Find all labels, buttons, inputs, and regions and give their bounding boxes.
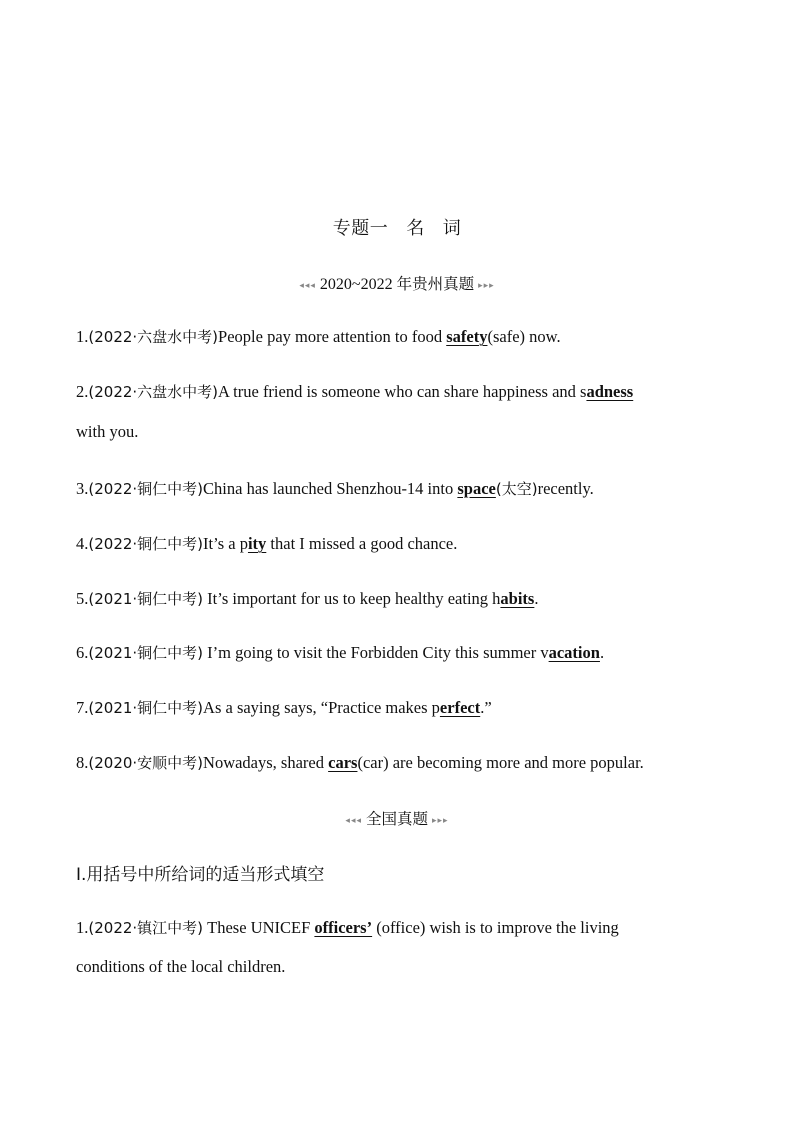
question-2-continued: [76, 422, 138, 442]
answer: abits: [500, 589, 535, 608]
title-part-2: 名: [406, 218, 425, 239]
title-part-1: 专题一: [332, 218, 389, 239]
deco-left-icon: ◂◂◂: [299, 279, 316, 290]
question-number: 8.: [76, 753, 89, 772]
question-text: (office) wish is to improve the living: [372, 918, 619, 937]
question-1: [76, 326, 561, 347]
part-1-question-1-continued: [76, 957, 285, 977]
question-source: (2022·六盘水中考): [88, 383, 219, 401]
question-number: 1.: [76, 327, 89, 346]
section-header-national: [0, 807, 794, 829]
answer: erfect: [439, 698, 481, 717]
question-number: 2.: [76, 382, 89, 401]
question-text: I’m going to visit the Forbidden City this summer v: [203, 643, 549, 662]
page-title: [0, 214, 794, 240]
deco-right-icon: ▸▸▸: [432, 814, 449, 825]
part-1-question-1: [76, 917, 619, 938]
question-text: that I missed a good chance.: [266, 534, 458, 553]
question-text: (car) are becoming more and more popular.: [357, 753, 644, 772]
answer: acation: [548, 643, 600, 662]
section-label: 年贵州真题: [396, 275, 475, 293]
question-text: recently.: [537, 479, 594, 498]
question-text: China has launched Shenzhou-14 into: [203, 479, 458, 498]
answer: space: [457, 479, 496, 498]
question-text: Nowadays, shared: [203, 753, 329, 772]
question-number: 5.: [76, 589, 89, 608]
question-7: [76, 697, 492, 718]
question-text: (safe) now.: [487, 327, 561, 346]
question-number: 3.: [76, 479, 89, 498]
question-source: (2021·铜仁中考): [88, 699, 204, 717]
question-3: [76, 478, 594, 499]
word-hint: (太空): [495, 480, 538, 498]
question-text: People pay more attention to food: [218, 327, 447, 346]
question-source: (2020·安顺中考): [88, 754, 204, 772]
answer: cars: [328, 753, 358, 772]
question-number: 1.: [76, 918, 89, 937]
question-8: [76, 752, 644, 773]
question-text: conditions of the local children.: [76, 957, 286, 976]
part-1-heading: Ⅰ.用括号中所给词的适当形式填空: [76, 865, 325, 885]
question-5: [76, 588, 538, 609]
question-number: 4.: [76, 534, 89, 553]
question-text: .: [534, 589, 539, 608]
question-source: (2022·铜仁中考): [88, 535, 204, 553]
answer: safety: [446, 327, 488, 346]
question-6: [76, 642, 604, 663]
section-label: 全国真题: [365, 810, 428, 828]
question-text: with you.: [76, 422, 139, 441]
question-number: 7.: [76, 698, 89, 717]
question-text: These UNICEF: [203, 918, 315, 937]
answer: officers’: [314, 918, 373, 937]
question-text: A true friend is someone who can share happiness and s: [218, 382, 587, 401]
question-text: .: [599, 643, 605, 662]
section-year-range: 2020~2022: [319, 276, 393, 293]
question-source: (2022·六盘水中考): [88, 328, 219, 346]
question-source: (2021·铜仁中考): [88, 590, 204, 608]
question-2: [76, 381, 633, 402]
question-text: As a saying says, “Practice makes p: [203, 698, 440, 717]
question-text: .”: [480, 698, 492, 717]
question-4: [76, 533, 457, 554]
question-source: (2021·铜仁中考): [88, 644, 204, 662]
answer: adness: [586, 382, 634, 401]
question-text: It’s a p: [203, 534, 248, 553]
question-source: (2022·镇江中考): [88, 919, 204, 937]
question-number: 6.: [76, 643, 89, 662]
title-part-3: 词: [442, 218, 462, 239]
question-text: It’s important for us to keep healthy eating h: [203, 589, 501, 608]
question-source: (2022·铜仁中考): [88, 480, 204, 498]
section-header-guizhou: [0, 272, 794, 294]
deco-left-icon: ◂◂◂: [345, 814, 362, 825]
deco-right-icon: ▸▸▸: [478, 279, 495, 290]
answer: ity: [247, 534, 267, 553]
